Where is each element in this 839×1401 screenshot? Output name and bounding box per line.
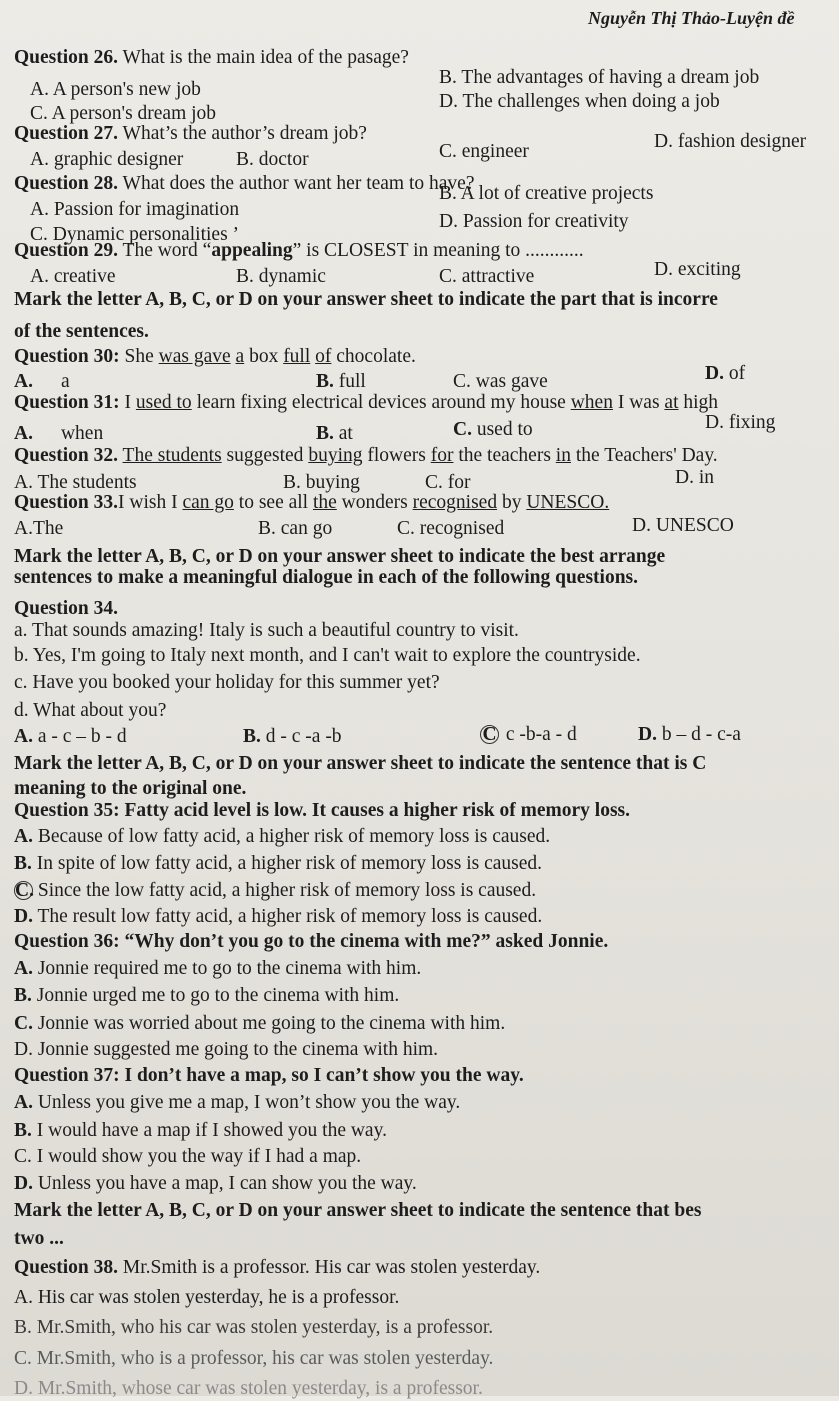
question-38-stem <box>14 1256 540 1280</box>
q26-option-d: D. The challenges when doing a job <box>439 91 720 112</box>
q31-s1: I <box>119 392 136 413</box>
q35-option-d <box>14 905 542 929</box>
q30-underline-4: of <box>315 346 332 367</box>
q32-underline-2: buying <box>308 445 363 466</box>
q29-option-d: D. exciting <box>654 259 741 280</box>
q31-underline-1: used to <box>135 392 192 413</box>
instruction-2-line-1: Mark the letter A, B, C, or D on your answer sheet to indicate the best arrange <box>14 546 666 567</box>
q34-c-circled-letter: C <box>480 725 499 744</box>
q34-c-text: c -b-a - d <box>501 724 577 745</box>
q30-underline-2: a <box>235 346 245 367</box>
q31-option-d: D. fixing <box>705 412 776 433</box>
q33-s4: by <box>497 492 527 513</box>
q33-underline-3: recognised <box>412 492 498 513</box>
question-28-label: Question 28. <box>14 173 119 194</box>
q34-option-a <box>14 725 127 749</box>
q30-s5: chocolate. <box>331 346 416 367</box>
question-29-word: appealing <box>211 240 293 261</box>
instruction-1-line-2: of the sentences. <box>14 321 149 342</box>
q34-b-text: d - c -a -b <box>260 726 342 747</box>
q34-option-d <box>638 723 741 747</box>
instruction-3-line-2: meaning to the original one. <box>14 778 247 799</box>
q37-b-letter: B. <box>14 1120 32 1141</box>
q29-option-a: A. creative <box>30 266 116 287</box>
q38-option-d: D. Mr.Smith, whose car was stolen yesterday, is a professor. <box>14 1378 483 1399</box>
instruction-4-line-1: Mark the letter A, B, C, or D on your answer sheet to indicate the sentence that bes <box>14 1200 702 1221</box>
q30-a-text: a <box>60 371 70 392</box>
q35-option-b <box>14 852 542 876</box>
q34-a-text: a - c – b - d <box>32 726 127 747</box>
q37-d-letter: D. <box>14 1173 33 1194</box>
q28-option-c: C. Dynamic personalities ’ <box>30 224 240 245</box>
q26-option-b: B. The advantages of having a dream job <box>439 67 760 88</box>
q31-b-letter: B. <box>316 423 334 444</box>
q34-option-b <box>243 725 342 749</box>
q36-b-letter: B. <box>14 985 32 1006</box>
q37-option-d <box>14 1172 417 1196</box>
question-31-label: Question 31: <box>14 392 120 413</box>
q30-d-text: of <box>723 363 746 384</box>
q27-option-a: A. graphic designer <box>30 149 184 170</box>
q27-option-d: D. fashion designer <box>654 131 807 152</box>
question-26-label: Question 26. <box>14 47 119 68</box>
q34-line-c: c. Have you booked your holiday for this summer yet? <box>14 672 440 693</box>
q37-a-letter: A. <box>14 1092 33 1113</box>
q31-s4: high <box>678 392 719 413</box>
q35-b-letter: B. <box>14 853 32 874</box>
q33-s2: to see all <box>233 492 313 513</box>
q30-s1: She <box>119 346 159 367</box>
q34-a-letter: A. <box>14 726 33 747</box>
q35-a-letter: A. <box>14 826 33 847</box>
q37-option-a <box>14 1091 460 1115</box>
q33-option-d: D. UNESCO <box>632 515 734 536</box>
q26-option-a: A. A person's new job <box>30 79 201 100</box>
q33-s1: I wish I <box>118 492 183 513</box>
q34-line-d: d. What about you? <box>14 700 167 721</box>
q36-a-letter: A. <box>14 958 33 979</box>
q30-underline-1: was gave <box>158 346 231 367</box>
q31-s3: I was <box>612 392 665 413</box>
q30-option-d <box>705 362 745 386</box>
q34-d-text: b – d - c-a <box>656 724 741 745</box>
q36-option-b <box>14 984 399 1008</box>
q32-s5: the Teachers' Day. <box>570 445 718 466</box>
q31-a-text: when <box>60 423 104 444</box>
q30-option-c: C. was gave <box>453 371 548 392</box>
instruction-1-line-1: Mark the letter A, B, C, or D on your answer sheet to indicate the part that is incorre <box>14 289 718 310</box>
q33-option-c: C. recognised <box>397 518 505 539</box>
q33-underline-4: UNESCO. <box>526 492 610 513</box>
q31-c-letter: C. <box>453 419 472 440</box>
question-31-stem <box>14 391 718 415</box>
question-27-label: Question 27. <box>14 123 119 144</box>
q35-c-circled-letter: C. <box>15 880 34 901</box>
question-29-stem <box>14 239 584 263</box>
q35-option-a <box>14 825 550 849</box>
q28-option-d: D. Passion for creativity <box>439 211 629 232</box>
q28-option-a: A. Passion for imagination <box>30 199 240 220</box>
question-34-label: Question 34. <box>14 598 119 619</box>
q34-option-c <box>480 723 577 747</box>
question-32-stem <box>14 444 718 468</box>
q31-s2: learn fixing electrical devices around my house <box>191 392 571 413</box>
q32-option-b: B. buying <box>283 472 360 493</box>
question-26-text: What is the main idea of the pasage? <box>118 47 409 68</box>
q31-a-letter: A. <box>14 423 33 444</box>
q36-c-letter: C. <box>14 1013 33 1034</box>
q37-b-text: I would have a map if I showed you the way. <box>31 1120 387 1141</box>
q30-a-letter: A. <box>14 371 33 392</box>
question-32-label: Question 32. <box>14 445 119 466</box>
q35-b-text: In spite of low fatty acid, a higher risk of memory loss is caused. <box>31 853 543 874</box>
q35-a-text: Because of low fatty acid, a higher risk of memory loss is caused. <box>32 826 551 847</box>
q36-a-text: Jonnie required me to go to the cinema with him. <box>32 958 422 979</box>
q31-underline-2: when <box>570 392 613 413</box>
q29-option-b: B. dynamic <box>236 266 326 287</box>
q38-option-a: A. His car was stolen yesterday, he is a professor. <box>14 1287 400 1308</box>
question-30-stem <box>14 345 416 369</box>
question-29-pre: The word “ <box>118 240 212 261</box>
question-27-text: What’s the author’s dream job? <box>118 123 367 144</box>
q27-option-b: B. doctor <box>236 149 309 170</box>
q30-underline-3: full <box>283 346 311 367</box>
q34-line-a: a. That sounds amazing! Italy is such a beautiful country to visit. <box>14 620 519 641</box>
q31-b-text: at <box>333 423 353 444</box>
question-38-label: Question 38. <box>14 1257 119 1278</box>
question-30-label: Question 30: <box>14 346 120 367</box>
q30-s3: box <box>244 346 284 367</box>
q32-underline-4: in <box>555 445 571 466</box>
q34-b-letter: B. <box>243 726 261 747</box>
q32-s3: flowers <box>362 445 431 466</box>
q32-underline-3: for <box>430 445 454 466</box>
question-38-text: Mr.Smith is a professor. His car was stolen yesterday. <box>118 1257 541 1278</box>
q32-s4: the teachers <box>453 445 556 466</box>
q31-underline-3: at <box>664 392 679 413</box>
q27-option-c: C. engineer <box>439 141 529 162</box>
q26-option-c: C. A person's dream job <box>30 103 217 124</box>
q33-underline-1: can go <box>182 492 234 513</box>
q33-underline-2: the <box>312 492 337 513</box>
instruction-4-line-2: two ... <box>14 1228 64 1249</box>
q37-option-c: C. I would show you the way if I had a map. <box>14 1146 362 1167</box>
q33-option-b: B. can go <box>258 518 333 539</box>
question-35-stem: Question 35: Fatty acid level is low. It causes a higher risk of memory loss. <box>14 800 631 821</box>
q36-option-a <box>14 957 421 981</box>
q30-b-text: full <box>333 371 366 392</box>
q37-d-text: Unless you have a map, I can show you the way. <box>32 1173 417 1194</box>
q35-d-letter: D. <box>14 906 33 927</box>
q36-option-d: D. Jonnie suggested me going to the cinema with him. <box>14 1039 439 1060</box>
q31-option-c <box>453 418 533 442</box>
q38-option-b: B. Mr.Smith, who his car was stolen yesterday, is a professor. <box>14 1317 494 1338</box>
instruction-3-line-1: Mark the letter A, B, C, or D on your answer sheet to indicate the sentence that is C <box>14 753 707 774</box>
q35-option-c <box>14 879 536 903</box>
q37-option-b <box>14 1119 387 1143</box>
q37-a-text: Unless you give me a map, I won’t show you the way. <box>32 1092 461 1113</box>
q28-option-b: B. A lot of creative projects <box>439 183 654 204</box>
q34-d-letter: D. <box>638 724 657 745</box>
q32-option-c: C. for <box>425 472 471 493</box>
q32-option-a: A. The students <box>14 472 137 493</box>
q30-b-letter: B. <box>316 371 334 392</box>
question-36-stem: Question 36: “Why don’t you go to the cinema with me?” asked Jonnie. <box>14 931 609 952</box>
question-26-stem <box>14 46 409 70</box>
q35-d-text: The result low fatty acid, a higher risk of memory loss is caused. <box>32 906 543 927</box>
question-29-label: Question 29. <box>14 240 119 261</box>
q36-c-text: Jonnie was worried about me going to the cinema with him. <box>32 1013 506 1034</box>
question-28-text: What does the author want her team to have? <box>118 173 475 194</box>
q35-c-text: Since the low fatty acid, a higher risk of memory loss is caused. <box>33 880 537 901</box>
header-title: Nguyễn Thị Thảo-Luyện đề <box>588 8 795 28</box>
q34-line-b: b. Yes, I'm going to Italy next month, and I can't wait to explore the countryside. <box>14 645 641 666</box>
q31-c-text: used to <box>471 419 533 440</box>
q30-d-letter: D. <box>705 363 724 384</box>
question-33-label: Question 33. <box>14 492 119 513</box>
question-37-stem: Question 37: I don’t have a map, so I can’t show you the way. <box>14 1065 524 1086</box>
q38-option-c: C. Mr.Smith, who is a professor, his car was stolen yesterday. <box>14 1348 494 1369</box>
question-33-stem <box>14 491 609 515</box>
q32-option-d: D. in <box>675 467 714 488</box>
question-28-stem <box>14 172 474 196</box>
q31-option-b <box>316 422 353 446</box>
q33-s3: wonders <box>336 492 413 513</box>
q32-underline-1: The students <box>122 445 222 466</box>
q32-s2: suggested <box>221 445 309 466</box>
q33-option-a: A.The <box>14 518 64 539</box>
question-27-stem <box>14 122 367 146</box>
question-29-post: ” is CLOSEST in meaning to ............ <box>292 240 584 261</box>
q36-option-c <box>14 1012 505 1036</box>
q31-option-a <box>14 422 103 446</box>
instruction-2-line-2: sentences to make a meaningful dialogue in each of the following questions. <box>14 567 639 588</box>
q36-b-text: Jonnie urged me to go to the cinema with him. <box>31 985 400 1006</box>
q29-option-c: C. attractive <box>439 266 535 287</box>
